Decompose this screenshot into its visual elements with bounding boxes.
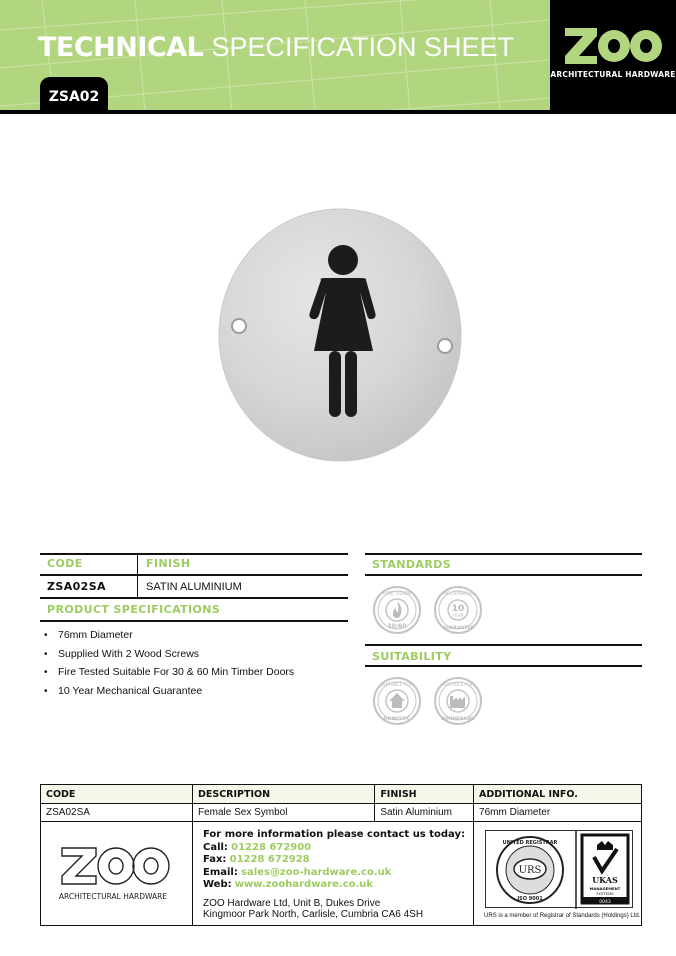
svg-text:30/60: 30/60 (387, 623, 407, 630)
contact-cell (192, 822, 473, 926)
address-line-1: ZOO Hardware Ltd, Unit B, Dukes Drive (202, 897, 381, 909)
svg-text:COMMERCIAL: COMMERCIAL (441, 717, 475, 722)
column-header-description: DESCRIPTION (192, 785, 374, 804)
code-value: ZSA02SA (47, 580, 106, 593)
svg-text:0043: 0043 (599, 900, 611, 905)
suitability-label: SUITABILITY (372, 650, 452, 663)
female-symbol-icon (218, 208, 463, 463)
product-image (218, 208, 463, 463)
svg-text:MECHANICAL: MECHANICAL (443, 592, 473, 597)
product-table (40, 784, 642, 926)
urs-ukas-certification-icon (486, 831, 634, 909)
svg-text:UKAS: UKAS (592, 875, 618, 885)
footer-row (41, 822, 642, 926)
cell-additional-info: 76mm Diameter (474, 804, 642, 822)
title-bold: TECHNICAL (38, 32, 204, 63)
website-link[interactable]: www.zoohardware.co.uk (234, 879, 374, 890)
svg-text:ISO 9001: ISO 9001 (517, 896, 543, 902)
suitable-commercial-badge-icon (433, 676, 483, 726)
svg-text:SUITABLE FOR: SUITABLE FOR (380, 683, 414, 688)
svg-text:YEAR: YEAR (452, 613, 464, 618)
mechanical-guarantee-badge-icon (433, 585, 483, 635)
email-link[interactable]: sales@zoo-hardware.co.uk (241, 866, 392, 878)
suitable-domestic-badge-icon (372, 676, 422, 726)
list-item: • Supplied With 2 Wood Screws (44, 647, 200, 660)
certification-caption: URS is a member of Registrar of Standards (Holdings) Ltd. (484, 913, 641, 919)
standards-badges (372, 585, 483, 635)
product-code-tab: ZSA02 (40, 77, 108, 113)
address-line-2: Kingmoor Park North, Carlisle, Cumbria CA6 4SH (202, 909, 424, 920)
contact-heading: For more information please contact us today: (202, 829, 466, 840)
spec-table (40, 553, 348, 622)
column-header-additional-info: ADDITIONAL INFO. (474, 785, 642, 804)
spec-bullet-list (44, 626, 294, 700)
product-spec-rule (40, 620, 348, 622)
list-item: • 76mm Diameter (44, 629, 133, 641)
suitability-top-rule (365, 644, 642, 646)
certification-cell (474, 822, 642, 926)
standards-label: STANDARDS (372, 558, 452, 571)
cell-finish: Satin Aluminium (375, 804, 474, 822)
fire-door-badge-icon (372, 585, 422, 635)
spec-value-row (40, 576, 348, 597)
company-address (203, 898, 473, 921)
zoo-logo-icon (563, 26, 663, 66)
finish-value: SATIN ALUMINIUM (146, 580, 242, 593)
svg-text:URS: URS (518, 865, 542, 876)
web-label: Web: (202, 879, 232, 890)
table-row (41, 804, 642, 822)
code-label: CODE (47, 557, 83, 570)
product-specifications-label: PRODUCT SPECIFICATIONS (47, 603, 221, 616)
fax-value: 01228 672928 (229, 854, 310, 865)
finish-label: FINISH (146, 557, 191, 570)
product-spec-heading-row (40, 599, 348, 620)
column-header-code: CODE (41, 785, 193, 804)
suitability-bottom-rule (365, 665, 642, 667)
spec-header-row (40, 553, 348, 574)
phone-link[interactable]: 01228 672900 (231, 841, 312, 853)
cell-code: ZSA02SA (41, 804, 193, 822)
brand-tagline: ARCHITECTURAL HARDWARE (550, 70, 676, 79)
svg-text:10: 10 (451, 604, 465, 614)
page-title (38, 32, 514, 63)
standards-bottom-rule (365, 574, 642, 576)
list-item: • 10 Year Mechanical Guarantee (44, 684, 203, 697)
column-header-finish: FINISH (375, 785, 474, 804)
contact-info (193, 822, 473, 921)
header (0, 0, 676, 114)
header-divider (0, 110, 676, 114)
svg-text:GUARANTEE: GUARANTEE (442, 626, 474, 631)
footer-logo-cell (41, 822, 193, 926)
standards-top-rule (365, 553, 642, 555)
fax-label: Fax: (202, 854, 227, 865)
brand-panel (550, 0, 676, 114)
zoo-outline-logo-icon (41, 822, 191, 922)
email-label: Email: (202, 866, 238, 878)
svg-text:SYSTEMS: SYSTEMS (596, 891, 614, 896)
svg-text:UNITED REGISTRAR: UNITED REGISTRAR (502, 840, 558, 846)
svg-text:FIRE DOOR: FIRE DOOR (383, 591, 411, 597)
suitability-badges (372, 676, 483, 726)
certification-logos (484, 830, 641, 919)
cell-description: Female Sex Symbol (192, 804, 374, 822)
svg-text:ARCHITECTURAL HARDWARE: ARCHITECTURAL HARDWARE (58, 892, 168, 901)
title-light: SPECIFICATION SHEET (211, 32, 514, 62)
svg-text:DOMESTIC: DOMESTIC (383, 717, 411, 722)
table-header-row (41, 785, 642, 804)
list-item: • Fire Tested Suitable For 30 & 60 Min Timber Doors (44, 666, 295, 678)
call-label: Call: (202, 841, 228, 853)
svg-text:MANAGEMENT: MANAGEMENT (589, 886, 621, 891)
svg-text:SUITABLE FOR: SUITABLE FOR (441, 683, 475, 688)
